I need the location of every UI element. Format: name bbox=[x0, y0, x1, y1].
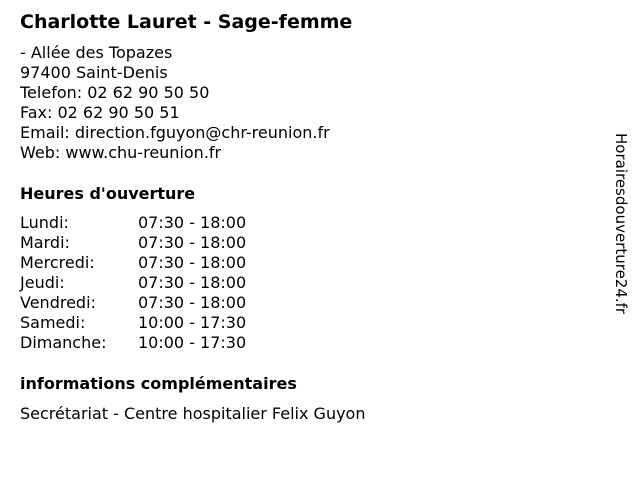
contact-block bbox=[20, 43, 330, 163]
fax-number: Fax: 02 62 90 50 51 bbox=[20, 103, 180, 122]
time-range: 07:30 - 18:00 bbox=[138, 273, 247, 292]
time-range: 07:30 - 18:00 bbox=[138, 253, 247, 272]
day-label: Mercredi: bbox=[20, 253, 95, 272]
time-range: 07:30 - 18:00 bbox=[138, 213, 247, 232]
watermark-text: Horairesdouverture24.fr bbox=[612, 133, 630, 315]
additional-info-heading: informations complémentaires bbox=[20, 374, 297, 393]
day-label: Dimanche: bbox=[20, 333, 107, 352]
page-title: Charlotte Lauret - Sage-femme bbox=[20, 11, 353, 33]
time-range: 07:30 - 18:00 bbox=[138, 293, 247, 312]
opening-hours-heading: Heures d'ouverture bbox=[20, 184, 196, 203]
day-label: Samedi: bbox=[20, 313, 86, 332]
day-label: Mardi: bbox=[20, 233, 70, 252]
address-street: - Allée des Topazes bbox=[20, 43, 173, 62]
address-city: 97400 Saint-Denis bbox=[20, 63, 168, 82]
additional-info-text: Secrétariat - Centre hospitalier Felix Guyon bbox=[20, 404, 366, 423]
time-range: 10:00 - 17:30 bbox=[138, 333, 247, 352]
email-address: Email: direction.fguyon@chr-reunion.fr bbox=[20, 123, 330, 142]
time-range: 10:00 - 17:30 bbox=[138, 313, 247, 332]
day-label: Lundi: bbox=[20, 213, 69, 232]
day-label: Vendredi: bbox=[20, 293, 96, 312]
phone-number: Telefon: 02 62 90 50 50 bbox=[20, 83, 210, 102]
day-label: Jeudi: bbox=[20, 273, 65, 292]
watermark bbox=[612, 133, 632, 373]
website: Web: www.chu-reunion.fr bbox=[20, 143, 222, 162]
time-range: 07:30 - 18:00 bbox=[138, 233, 247, 252]
